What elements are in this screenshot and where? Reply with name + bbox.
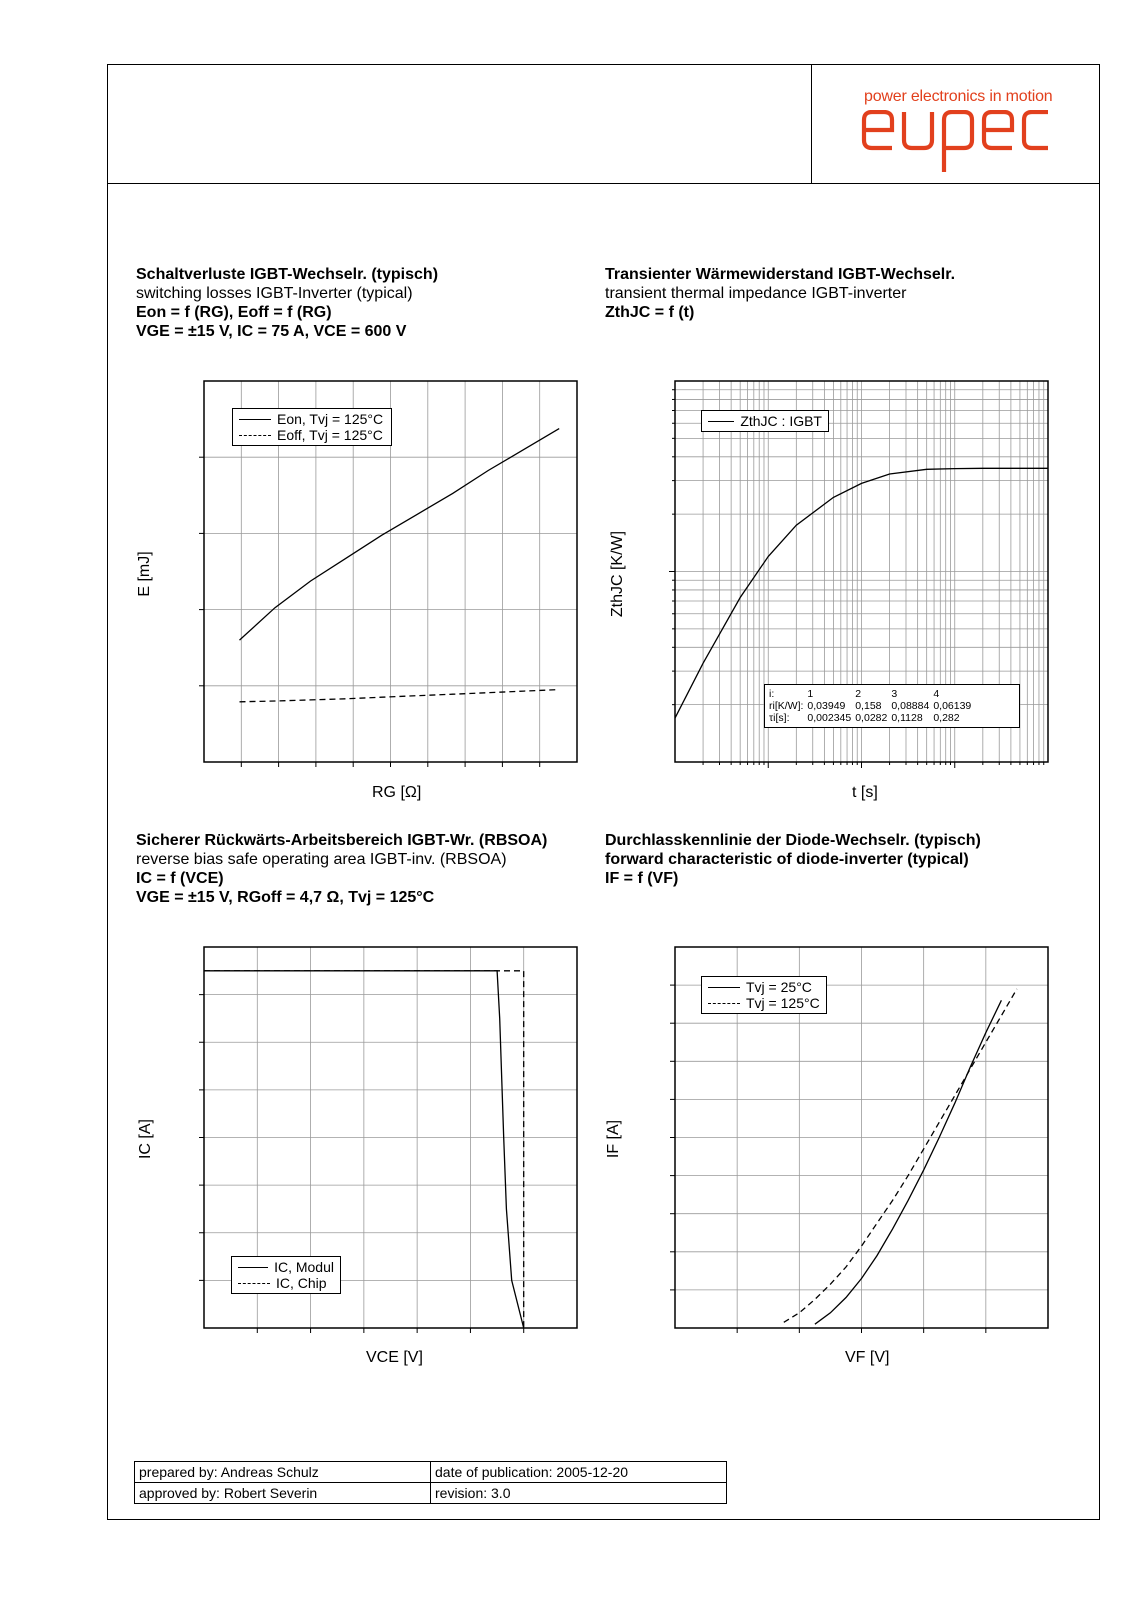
- brand-tagline: power electronics in motion: [864, 88, 1053, 105]
- switching-formula: Eon = f (RG), Eoff = f (RG): [136, 304, 332, 321]
- dashed-line-icon: [239, 435, 271, 436]
- diode-title-block: [605, 831, 981, 888]
- dashed-line-icon: [708, 1003, 740, 1004]
- legend-item-25c: Tvj = 25°C: [708, 979, 820, 995]
- diode-ylabel: IF [A]: [605, 1119, 622, 1159]
- approved-by: approved by: Robert Severin: [135, 1483, 431, 1504]
- legend-item-chip: IC, Chip: [238, 1275, 334, 1291]
- thermal-title-de: Transienter Wärmewiderstand IGBT-Wechselr.: [605, 266, 956, 283]
- thermal-formula: ZthJC = f (t): [605, 304, 695, 321]
- switching-legend: [232, 408, 392, 446]
- rbsoa-conditions: VGE = ±15 V, RGoff = 4,7 Ω, Tvj = 125°C: [136, 889, 435, 906]
- switching-conditions: VGE = ±15 V, IC = 75 A, VCE = 600 V: [136, 323, 407, 340]
- rbsoa-title-de: Sicherer Rückwärts-Arbeitsbereich IGBT-Wr. (RBSOA): [136, 832, 548, 849]
- switching-xlabel: RG [Ω]: [372, 784, 422, 801]
- legend-item-eon: Eon, Tvj = 125°C: [239, 411, 385, 427]
- brand-logo: [860, 110, 1050, 174]
- diode-title-de: Durchlasskennlinie der Diode-Wechselr. (typisch): [605, 832, 981, 849]
- legend-item-modul: IC, Modul: [238, 1259, 334, 1275]
- switching-title-block: [136, 265, 438, 341]
- legend-item-eoff: Eoff, Tvj = 125°C: [239, 427, 385, 443]
- footer-table: [134, 1461, 727, 1504]
- diode-xlabel: VF [V]: [845, 1349, 890, 1366]
- rbsoa-title-block: [136, 831, 547, 907]
- table-row: [135, 1462, 727, 1483]
- publication-date: date of publication: 2005-12-20: [431, 1462, 727, 1483]
- solid-line-icon: [239, 419, 271, 420]
- thermal-title-en: transient thermal impedance IGBT-inverter: [605, 285, 907, 302]
- thermal-title-block: [605, 265, 955, 322]
- rbsoa-ylabel: IC [A]: [137, 1119, 154, 1160]
- header-divider: [811, 64, 812, 184]
- switching-title-en: switching losses IGBT-Inverter (typical): [136, 285, 413, 302]
- table-row: i: 1 2 3 4: [769, 688, 940, 700]
- diode-formula: IF = f (VF): [605, 870, 679, 887]
- thermal-ylabel: ZthJC [K/W]: [609, 530, 626, 618]
- rbsoa-title-en: reverse bias safe operating area IGBT-inv. (RBSOA): [136, 851, 507, 868]
- rbsoa-formula: IC = f (VCE): [136, 870, 224, 887]
- legend-item-zthjc: ZthJC : IGBT: [708, 413, 822, 429]
- rbsoa-legend: [231, 1256, 341, 1294]
- thermal-legend: [701, 410, 829, 432]
- switching-title-de: Schaltverluste IGBT-Wechselr. (typisch): [136, 266, 439, 283]
- solid-line-icon: [238, 1267, 268, 1268]
- legend-item-125c: Tvj = 125°C: [708, 995, 820, 1011]
- revision: revision: 3.0: [431, 1483, 727, 1504]
- table-row: ri[K/W]: 0,03949 0,158 0,08884 0,06139: [769, 700, 972, 712]
- rbsoa-xlabel: VCE [V]: [366, 1349, 423, 1366]
- diode-legend: [701, 976, 827, 1014]
- prepared-by: prepared by: Andreas Schulz: [135, 1462, 431, 1483]
- thermal-param-table: [764, 684, 1020, 728]
- table-row: [135, 1483, 727, 1504]
- solid-line-icon: [708, 987, 740, 988]
- diode-title-en: forward characteristic of diode-inverter (typical): [605, 851, 969, 868]
- dashed-line-icon: [238, 1283, 270, 1284]
- solid-line-icon: [708, 421, 734, 422]
- table-row: τi[s]: 0,002345 0,0282 0,1128 0,282: [769, 712, 960, 724]
- switching-ylabel: E [mJ]: [136, 551, 153, 597]
- thermal-xlabel: t [s]: [852, 784, 878, 801]
